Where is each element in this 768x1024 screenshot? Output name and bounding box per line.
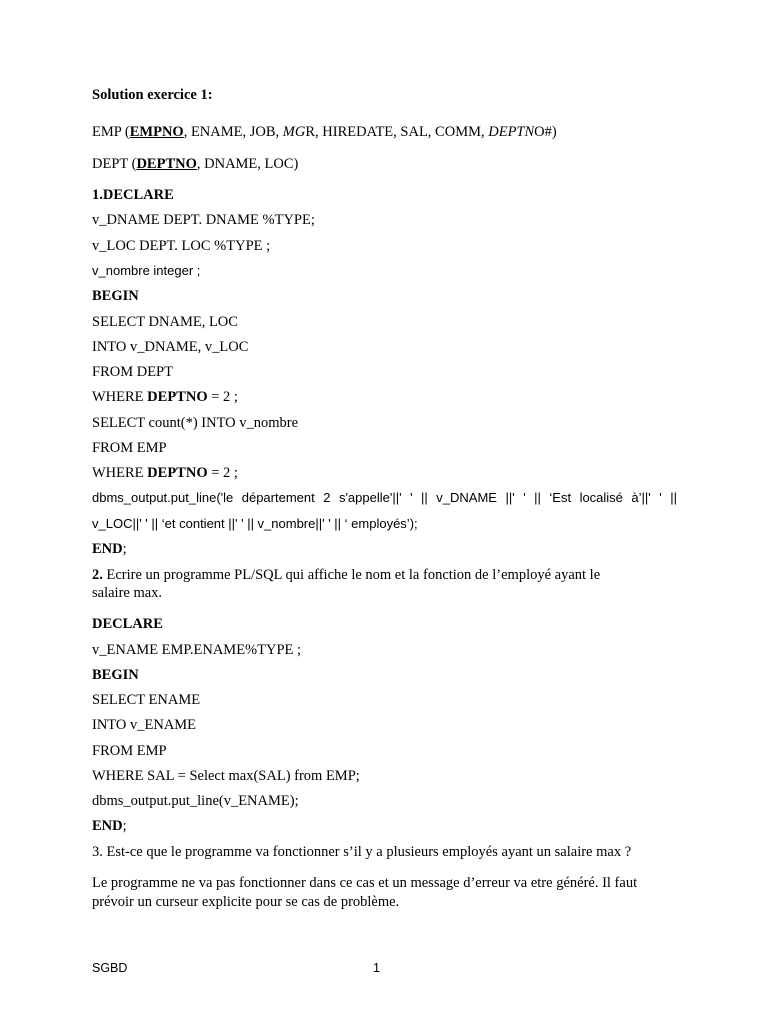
dbms-word: ' — [659, 490, 662, 505]
q2-declare: DECLARE — [92, 616, 163, 632]
dbms-word: ' — [523, 490, 526, 505]
q2-var-ename: v_ENAME EMP.ENAME%TYPE ; — [92, 642, 302, 658]
q1-dbms-line-1 — [92, 489, 677, 507]
dept-schema — [92, 155, 298, 173]
q1-var-dname: v_DNAME DEPT. DNAME %TYPE; — [92, 212, 315, 228]
q2-text: Ecrire un programme PL/SQL qui affiche le nom et la fonction de l’employé ayant le — [102, 567, 601, 583]
q1-end — [92, 540, 127, 558]
dbms-word: v_DNAME — [436, 490, 497, 505]
q1-select: SELECT DNAME, LOC — [92, 314, 238, 330]
dept-pk: DEPTNO — [136, 156, 197, 172]
q1-declare: 1.DECLARE — [92, 187, 174, 203]
q3-question: 3. Est-ce que le programme va fonctionner s’il y a plusieurs employés ayant un salaire max ? — [92, 844, 632, 860]
page-number: 1 — [373, 961, 380, 975]
q1-begin: BEGIN — [92, 288, 139, 304]
emp-pk: EMPNO — [129, 124, 184, 140]
dbms-word: ' — [410, 490, 413, 505]
q1-into: INTO v_DNAME, v_LOC — [92, 339, 249, 355]
q1-from-dept: FROM DEPT — [92, 364, 173, 380]
q1-from-emp: FROM EMP — [92, 440, 167, 456]
q2-question-line-2: salaire max. — [92, 585, 163, 601]
dbms-word: || — [534, 490, 541, 505]
where-deptno: DEPTNO — [147, 389, 208, 405]
q2-number: 2. — [92, 567, 103, 583]
end-kw: END — [92, 541, 123, 557]
q2-where: WHERE SAL = Select max(SAL) from EMP; — [92, 768, 360, 784]
dbms-word: localisé — [579, 490, 623, 505]
q2-end — [92, 817, 127, 835]
emp-schema — [92, 123, 557, 141]
where-kw: WHERE — [92, 465, 148, 481]
dept-post: , DNAME, LOC) — [196, 156, 299, 172]
emp-mid2: R, HIREDATE, SAL, COMM, — [305, 124, 489, 140]
emp-post: O#) — [534, 124, 557, 140]
q1-where-2 — [92, 464, 238, 482]
dbms-word: s'appelle'||' — [338, 490, 402, 505]
q2-into: INTO v_ENAME — [92, 717, 197, 733]
q1-dbms-line-2: v_LOC||' ' || ‘et contient ||' ' || v_nombre||' ' || ‘ employés’); — [92, 516, 418, 531]
emp-fk-deptno: DEPTN — [488, 124, 535, 140]
dbms-word: ‘Est — [549, 490, 572, 505]
q2-from: FROM EMP — [92, 743, 167, 759]
emp-mid: , ENAME, JOB, — [183, 124, 283, 140]
dbms-word: || — [421, 490, 428, 505]
where-kw: WHERE — [92, 389, 148, 405]
q2-begin: BEGIN — [92, 667, 139, 683]
end-semi: ; — [122, 818, 127, 834]
where-eq: = 2 ; — [207, 389, 238, 405]
dept-pre: DEPT ( — [92, 156, 137, 172]
q1-where-1 — [92, 388, 238, 406]
where-eq: = 2 ; — [207, 465, 238, 481]
dbms-word: dbms_output.put_line('le — [92, 490, 234, 505]
dbms-word: département — [241, 490, 315, 505]
q1-select-count: SELECT count(*) INTO v_nombre — [92, 415, 299, 431]
dbms-word: 2 — [323, 490, 331, 505]
q1-var-nombre: v_nombre integer ; — [92, 263, 201, 278]
end-kw: END — [92, 818, 123, 834]
footer-label: SGBD — [92, 961, 128, 975]
where-deptno: DEPTNO — [147, 465, 208, 481]
q2-select: SELECT ENAME — [92, 692, 201, 708]
end-semi: ; — [122, 541, 127, 557]
emp-pre: EMP ( — [92, 124, 130, 140]
dbms-word: || — [670, 490, 677, 505]
q2-question-line-1 — [92, 566, 600, 584]
dbms-word: à’||' — [631, 490, 651, 505]
emp-mgr-italic: MG — [282, 124, 306, 140]
q1-var-loc: v_LOC DEPT. LOC %TYPE ; — [92, 238, 271, 254]
dbms-word: ||' — [505, 490, 515, 505]
q3-answer: Le programme ne va pas fonctionner dans ce cas et un message d’erreur va etre généré. Il faut prévoir un curseur explicite pour se cas de problème. — [92, 875, 638, 910]
q2-dbms: dbms_output.put_line(v_ENAME); — [92, 793, 299, 809]
heading: Solution exercice 1: — [92, 87, 213, 103]
